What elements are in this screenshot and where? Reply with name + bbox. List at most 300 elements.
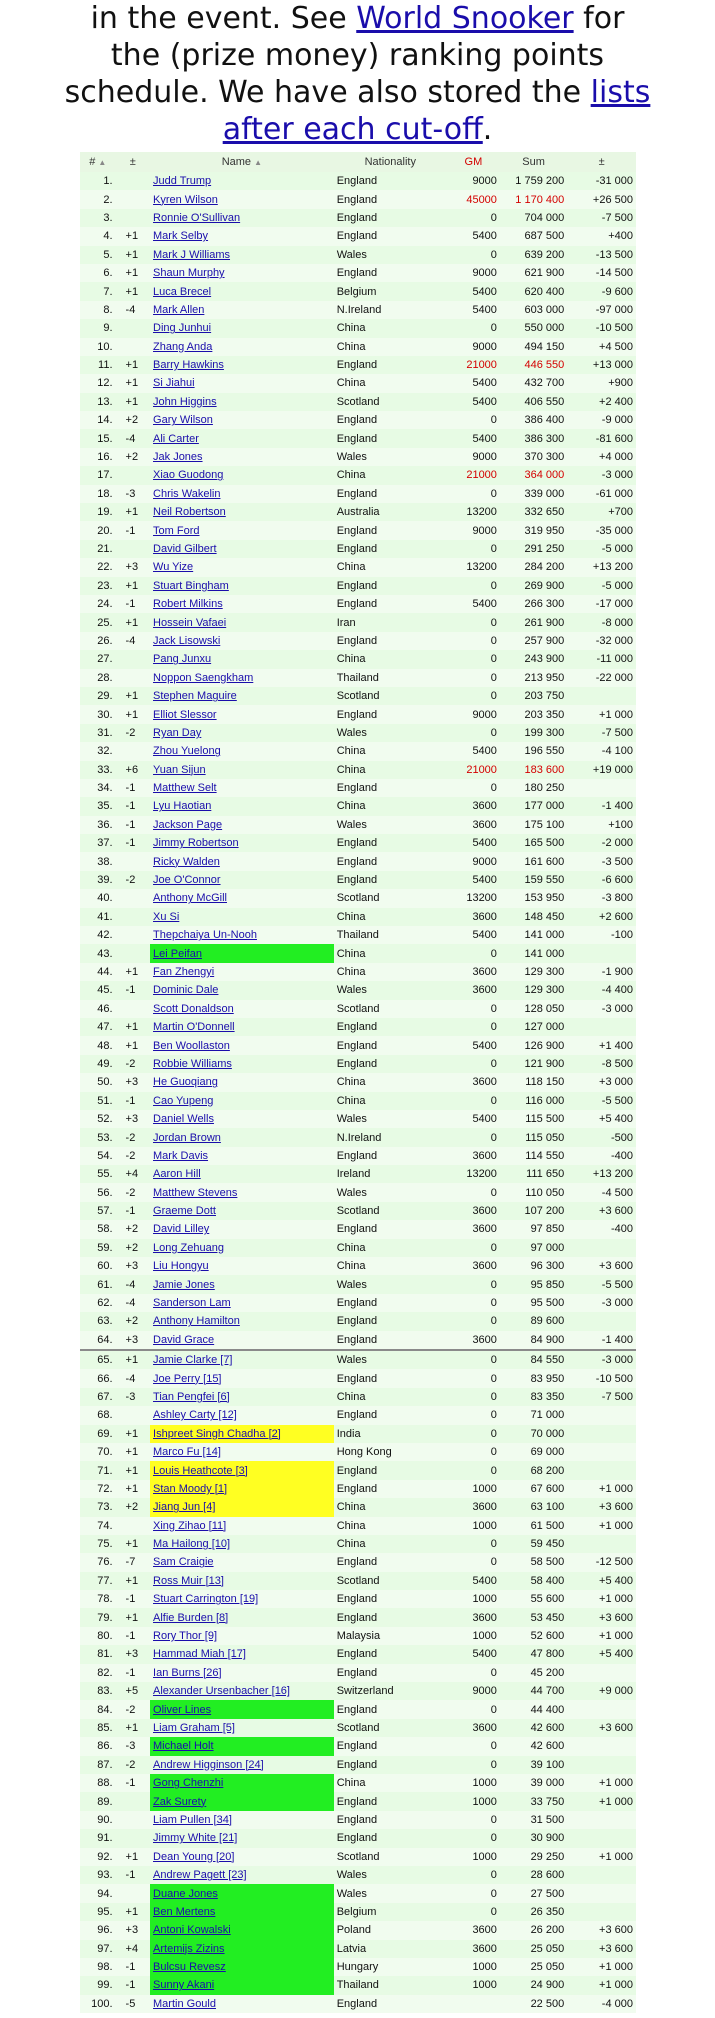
lists-link-part1[interactable]: lists — [590, 75, 651, 110]
nationality-cell: China — [334, 319, 447, 337]
player-link[interactable]: Marco Fu [14] — [153, 1446, 221, 1459]
player-link[interactable]: Artemijs Zizins — [153, 1942, 225, 1955]
nationality-cell: England — [334, 852, 447, 870]
rank-cell: 55. — [80, 1165, 116, 1183]
diff-cell: +13 200 — [567, 1165, 636, 1183]
player-name-cell — [150, 1995, 334, 2013]
table-row — [80, 1811, 636, 1829]
player-link[interactable]: Stuart Carrington [19] — [153, 1593, 259, 1606]
lists-link-part2[interactable]: after each cut-off — [222, 112, 483, 147]
player-link[interactable]: Lei Peifan — [153, 947, 202, 960]
sum-cell: 687 500 — [500, 227, 567, 245]
player-link[interactable]: Andrew Pagett [23] — [153, 1869, 247, 1882]
player-name-cell — [150, 1756, 334, 1774]
nationality-cell: England — [334, 595, 447, 613]
player-name-cell — [150, 503, 334, 521]
player-link[interactable]: Mark Davis — [153, 1149, 209, 1162]
player-link[interactable]: Matthew Selt — [153, 782, 217, 795]
player-link[interactable]: Hossein Vafaei — [153, 616, 227, 629]
player-link[interactable]: Ryan Day — [153, 726, 202, 739]
nationality-cell: China — [334, 558, 447, 576]
rank-cell: 71. — [80, 1461, 116, 1479]
player-name-cell — [150, 338, 334, 356]
rank-cell: 10. — [80, 338, 116, 356]
rank-cell: 60. — [80, 1257, 116, 1275]
player-link[interactable]: Zhou Yuelong — [153, 745, 221, 758]
player-link[interactable]: Ishpreet Singh Chadha [2] — [153, 1427, 281, 1440]
header-gm[interactable]: GM — [447, 152, 500, 172]
header-rank[interactable]: # ▲ — [80, 152, 116, 172]
player-name-cell — [150, 1000, 334, 1018]
diff-cell: -4 400 — [567, 981, 636, 999]
player-link[interactable]: David Grace — [153, 1333, 215, 1346]
diff-cell: -1 400 — [567, 1331, 636, 1350]
table-row — [80, 1774, 636, 1792]
player-link[interactable]: Jamie Jones — [153, 1278, 215, 1291]
player-link[interactable]: Mark Selby — [153, 230, 209, 243]
nationality-cell: England — [334, 1664, 447, 1682]
change-cell: +1 — [116, 613, 150, 631]
player-link[interactable]: Jack Lisowski — [153, 634, 221, 647]
nationality-cell: China — [334, 338, 447, 356]
player-link[interactable]: Scott Donaldson — [153, 1002, 234, 1015]
gm-cell: 13200 — [447, 889, 500, 907]
player-link[interactable]: Aaron Hill — [153, 1168, 201, 1181]
player-link[interactable]: Graeme Dott — [153, 1205, 216, 1218]
diff-cell: -10 500 — [567, 319, 636, 337]
rank-cell: 42. — [80, 926, 116, 944]
change-cell: +1 — [116, 705, 150, 723]
player-link[interactable]: He Guoqiang — [153, 1076, 218, 1089]
player-link[interactable]: Ricky Walden — [153, 855, 220, 868]
player-link[interactable]: Xiao Guodong — [153, 469, 224, 482]
player-name-cell — [150, 1165, 334, 1183]
diff-cell: -400 — [567, 1147, 636, 1165]
sort-icon: ▲ — [98, 158, 107, 167]
gm-cell: 0 — [447, 1664, 500, 1682]
rank-cell: 6. — [80, 264, 116, 282]
nationality-cell: China — [334, 944, 447, 962]
rank-cell: 43. — [80, 944, 116, 962]
player-name-cell — [150, 466, 334, 484]
player-link[interactable]: Dean Young [20] — [153, 1850, 235, 1863]
rank-cell: 8. — [80, 301, 116, 319]
player-link[interactable]: Tom Ford — [153, 524, 200, 537]
sum-cell: 165 500 — [500, 834, 567, 852]
player-name-cell — [150, 393, 334, 411]
player-link[interactable]: Stephen Maguire — [153, 690, 237, 703]
player-name-cell — [150, 1682, 334, 1700]
player-link[interactable]: Antoni Kowalski — [153, 1924, 231, 1937]
player-link[interactable]: Elliot Slessor — [153, 708, 217, 721]
table-row — [80, 834, 636, 852]
change-cell: +1 — [116, 1848, 150, 1866]
table-row — [80, 577, 636, 595]
rank-cell: 32. — [80, 742, 116, 760]
player-name-cell — [150, 1018, 334, 1036]
rank-cell: 33. — [80, 761, 116, 779]
sum-cell: 25 050 — [500, 1940, 567, 1958]
diff-cell: -31 000 — [567, 172, 636, 190]
player-link[interactable]: Anthony McGill — [153, 892, 227, 905]
player-name-cell — [150, 1572, 334, 1590]
nationality-cell: Wales — [334, 1275, 447, 1293]
header-sum[interactable]: Sum — [500, 152, 567, 172]
gm-cell: 9000 — [447, 521, 500, 539]
player-name-cell — [150, 1590, 334, 1608]
sum-cell: 58 500 — [500, 1553, 567, 1571]
nationality-cell: Hungary — [334, 1958, 447, 1976]
rank-cell: 51. — [80, 1092, 116, 1110]
table-row — [80, 172, 636, 190]
diff-cell: +3 000 — [567, 1073, 636, 1091]
player-link[interactable]: Gary Wilson — [153, 414, 213, 427]
diff-cell: +13 200 — [567, 558, 636, 576]
player-link[interactable]: Ben Mertens — [153, 1905, 216, 1918]
table-row — [80, 246, 636, 264]
player-name-cell — [150, 1369, 334, 1387]
change-cell — [116, 944, 150, 962]
nationality-cell: Scotland — [334, 1000, 447, 1018]
change-cell — [116, 1517, 150, 1535]
table-row — [80, 1294, 636, 1312]
gm-cell: 1000 — [447, 1627, 500, 1645]
change-cell — [116, 1884, 150, 1902]
rank-cell: 45. — [80, 981, 116, 999]
nationality-cell: Wales — [334, 1110, 447, 1128]
player-link[interactable]: Thepchaiya Un-Nooh — [153, 929, 257, 942]
rank-cell: 64. — [80, 1331, 116, 1350]
gm-cell: 0 — [447, 669, 500, 687]
player-link[interactable]: Judd Trump — [153, 175, 212, 188]
player-link[interactable]: Yuan Sijun — [153, 763, 206, 776]
gm-cell: 1000 — [447, 1517, 500, 1535]
table-row — [80, 1737, 636, 1755]
sum-cell: 26 350 — [500, 1903, 567, 1921]
player-name-cell — [150, 595, 334, 613]
sum-cell: 39 000 — [500, 1774, 567, 1792]
player-link[interactable]: Mark J Williams — [153, 248, 231, 261]
rank-cell: 80. — [80, 1627, 116, 1645]
player-link[interactable]: Oliver Lines — [153, 1703, 212, 1716]
diff-cell: -400 — [567, 1220, 636, 1238]
rank-cell: 16. — [80, 448, 116, 466]
nationality-cell: Thailand — [334, 669, 447, 687]
player-link[interactable]: Liam Pullen [34] — [153, 1813, 232, 1826]
nationality-cell: Ireland — [334, 1165, 447, 1183]
rank-cell: 62. — [80, 1294, 116, 1312]
player-link[interactable]: Sam Craigie — [153, 1556, 214, 1569]
player-link[interactable]: Stan Moody [1] — [153, 1482, 228, 1495]
diff-cell: -4 100 — [567, 742, 636, 760]
player-link[interactable]: Andrew Higginson [24] — [153, 1758, 264, 1771]
rank-cell: 63. — [80, 1312, 116, 1330]
nationality-cell: China — [334, 1517, 447, 1535]
player-link[interactable]: Pang Junxu — [153, 653, 212, 666]
player-link[interactable]: David Lilley — [153, 1223, 210, 1236]
change-cell: +1 — [116, 963, 150, 981]
table-row — [80, 724, 636, 742]
rank-cell: 91. — [80, 1829, 116, 1847]
player-link[interactable]: Ronnie O'Sullivan — [153, 211, 241, 224]
player-link[interactable]: Jiang Jun [4] — [153, 1501, 216, 1514]
table-row — [80, 1443, 636, 1461]
player-link[interactable]: Stuart Bingham — [153, 579, 229, 592]
rank-cell: 53. — [80, 1128, 116, 1146]
player-link[interactable]: Daniel Wells — [153, 1113, 214, 1126]
player-link[interactable]: Hammad Miah [17] — [153, 1648, 246, 1661]
sum-cell: 332 650 — [500, 503, 567, 521]
table-row — [80, 558, 636, 576]
change-cell: +1 — [116, 1903, 150, 1921]
diff-cell: -5 500 — [567, 1275, 636, 1293]
diff-cell: +1 000 — [567, 1976, 636, 1994]
gm-cell: 5400 — [447, 301, 500, 319]
diff-cell: -4 500 — [567, 1183, 636, 1201]
rank-cell: 58. — [80, 1220, 116, 1238]
rank-cell: 81. — [80, 1645, 116, 1663]
player-name-cell — [150, 705, 334, 723]
player-link[interactable]: Alfie Burden [8] — [153, 1611, 229, 1624]
player-link[interactable]: Neil Robertson — [153, 506, 226, 519]
table-row — [80, 797, 636, 815]
player-link[interactable]: Matthew Stevens — [153, 1186, 238, 1199]
player-link[interactable]: Luca Brecel — [153, 285, 212, 298]
change-cell: -4 — [116, 301, 150, 319]
rank-cell: 79. — [80, 1608, 116, 1626]
change-cell: +5 — [116, 1682, 150, 1700]
player-link[interactable]: Rory Thor [9] — [153, 1630, 218, 1643]
nationality-cell: England — [334, 411, 447, 429]
player-link[interactable]: Barry Hawkins — [153, 359, 224, 372]
player-link[interactable]: Jackson Page — [153, 818, 223, 831]
sum-cell: 115 050 — [500, 1128, 567, 1146]
gm-cell: 5400 — [447, 429, 500, 447]
rank-cell: 18. — [80, 485, 116, 503]
player-link[interactable]: Fan Zhengyi — [153, 965, 215, 978]
change-cell: -1 — [116, 779, 150, 797]
header-diff[interactable]: ± — [567, 152, 636, 172]
change-cell: +3 — [116, 558, 150, 576]
gm-cell: 1000 — [447, 1774, 500, 1792]
player-link[interactable]: Wu Yize — [153, 561, 194, 574]
rank-cell: 27. — [80, 650, 116, 668]
change-cell: +2 — [116, 1220, 150, 1238]
player-link[interactable]: Michael Holt — [153, 1740, 214, 1753]
player-link[interactable]: Dominic Dale — [153, 984, 219, 997]
table-row — [80, 1092, 636, 1110]
table-row — [80, 981, 636, 999]
player-name-cell — [150, 1294, 334, 1312]
rank-cell: 26. — [80, 632, 116, 650]
nationality-cell: England — [334, 356, 447, 374]
player-link[interactable]: Ali Carter — [153, 432, 199, 445]
player-link[interactable]: Louis Heathcote [3] — [153, 1464, 248, 1477]
table-row — [80, 1036, 636, 1054]
nationality-cell: England — [334, 227, 447, 245]
diff-cell: -6 600 — [567, 871, 636, 889]
player-link[interactable]: Mark Allen — [153, 303, 205, 316]
table-row — [80, 1829, 636, 1847]
player-link[interactable]: Alexander Ursenbacher [16] — [153, 1685, 290, 1698]
diff-cell — [567, 1811, 636, 1829]
sum-cell: 319 950 — [500, 521, 567, 539]
player-link[interactable]: Martin O'Donnell — [153, 1021, 235, 1034]
change-cell: +2 — [116, 1498, 150, 1516]
table-row — [80, 1388, 636, 1406]
player-name-cell — [150, 1202, 334, 1220]
player-link[interactable]: Ross Muir [13] — [153, 1574, 224, 1587]
player-link[interactable]: Tian Pengfei [6] — [153, 1390, 230, 1403]
gm-cell: 3600 — [447, 1940, 500, 1958]
player-link[interactable]: Zak Surety — [153, 1795, 207, 1808]
gm-cell: 0 — [447, 411, 500, 429]
gm-cell: 5400 — [447, 393, 500, 411]
diff-cell — [567, 944, 636, 962]
header-change[interactable]: ± — [116, 152, 150, 172]
rank-cell: 15. — [80, 429, 116, 447]
sort-icon: ▲ — [254, 158, 263, 167]
sum-cell: 95 500 — [500, 1294, 567, 1312]
diff-cell — [567, 1312, 636, 1330]
sum-cell: 115 500 — [500, 1110, 567, 1128]
diff-cell: -22 000 — [567, 669, 636, 687]
player-link[interactable]: Duane Jones — [153, 1887, 218, 1900]
rank-cell: 14. — [80, 411, 116, 429]
player-name-cell — [150, 246, 334, 264]
change-cell: -2 — [116, 1183, 150, 1201]
player-link[interactable]: Liu Hongyu — [153, 1260, 209, 1273]
player-name-cell — [150, 282, 334, 300]
table-row — [80, 1664, 636, 1682]
sum-cell: 55 600 — [500, 1590, 567, 1608]
player-link[interactable]: David Gilbert — [153, 543, 217, 555]
player-link[interactable]: Shaun Murphy — [153, 267, 225, 280]
diff-cell: -7 500 — [567, 724, 636, 742]
nationality-cell: Wales — [334, 724, 447, 742]
change-cell: -4 — [116, 429, 150, 447]
player-link[interactable]: Jamie Clarke [7] — [153, 1354, 233, 1367]
rank-cell: 78. — [80, 1590, 116, 1608]
table-row — [80, 742, 636, 760]
nationality-cell: England — [334, 1480, 447, 1498]
table-row — [80, 1921, 636, 1939]
change-cell: -2 — [116, 1700, 150, 1718]
player-link[interactable]: Zhang Anda — [153, 340, 213, 353]
sum-cell: 44 400 — [500, 1700, 567, 1718]
ranking-table — [80, 152, 636, 2013]
nationality-cell: England — [334, 540, 447, 558]
player-name-cell — [150, 981, 334, 999]
sum-cell: 364 000 — [500, 466, 567, 484]
rank-cell: 34. — [80, 779, 116, 797]
player-link[interactable]: Sunny Akani — [153, 1979, 215, 1992]
sum-cell: 44 700 — [500, 1682, 567, 1700]
rank-cell: 70. — [80, 1443, 116, 1461]
player-name-cell — [150, 319, 334, 337]
player-link[interactable]: Ding Junhui — [153, 322, 212, 335]
player-name-cell — [150, 577, 334, 595]
player-link[interactable]: Ma Hailong [10] — [153, 1538, 231, 1551]
gm-cell: 0 — [447, 1535, 500, 1553]
diff-cell: +4 500 — [567, 338, 636, 356]
player-link[interactable]: Ian Burns [26] — [153, 1666, 222, 1679]
sum-cell: 96 300 — [500, 1257, 567, 1275]
diff-cell — [567, 779, 636, 797]
world-snooker-link[interactable]: World Snooker — [356, 1, 574, 36]
player-link[interactable]: Cao Yupeng — [153, 1094, 214, 1107]
change-cell: +3 — [116, 1257, 150, 1275]
gm-cell: 1000 — [447, 1976, 500, 1994]
player-link[interactable]: Anthony Hamilton — [153, 1315, 240, 1328]
nationality-cell: China — [334, 1257, 447, 1275]
table-row — [80, 1645, 636, 1663]
player-link[interactable]: Jimmy Robertson — [153, 837, 239, 850]
table-row — [80, 429, 636, 447]
table-row — [80, 466, 636, 484]
player-link[interactable]: Jordan Brown — [153, 1131, 221, 1144]
player-name-cell — [150, 1553, 334, 1571]
change-cell: -1 — [116, 1976, 150, 1994]
gm-cell: 5400 — [447, 926, 500, 944]
change-cell: -2 — [116, 1756, 150, 1774]
player-link[interactable]: Kyren Wilson — [153, 193, 218, 206]
table-row — [80, 448, 636, 466]
player-link[interactable]: Joe O'Connor — [153, 874, 221, 887]
gm-cell: 0 — [447, 1884, 500, 1902]
table-row — [80, 613, 636, 631]
table-row — [80, 1517, 636, 1535]
header-nationality[interactable]: Nationality — [334, 152, 447, 172]
player-link[interactable]: Xu Si — [153, 910, 180, 923]
player-link[interactable]: Gong Chenzhi — [153, 1777, 224, 1790]
player-link[interactable]: Robert Milkins — [153, 598, 223, 611]
player-name-cell — [150, 1645, 334, 1663]
sum-cell: 203 750 — [500, 687, 567, 705]
player-link[interactable]: Sanderson Lam — [153, 1297, 231, 1310]
player-link[interactable]: John Higgins — [153, 395, 217, 408]
player-link[interactable]: Joe Perry [15] — [153, 1372, 222, 1385]
gm-cell: 13200 — [447, 558, 500, 576]
player-link[interactable]: Lyu Haotian — [153, 800, 212, 813]
player-link[interactable]: Jimmy White [21] — [153, 1832, 238, 1845]
sum-cell: 129 300 — [500, 981, 567, 999]
sum-cell: 177 000 — [500, 797, 567, 815]
table-row — [80, 1183, 636, 1201]
diff-cell: -3 800 — [567, 889, 636, 907]
player-link[interactable]: Ben Woollaston — [153, 1039, 230, 1052]
diff-cell: -9 600 — [567, 282, 636, 300]
player-link[interactable]: Si Jiahui — [153, 377, 195, 390]
player-link[interactable]: Martin Gould — [153, 1997, 216, 2010]
sum-cell: 159 550 — [500, 871, 567, 889]
header-name[interactable]: Name ▲ — [150, 152, 334, 172]
player-link[interactable]: Xing Zihao [11] — [153, 1519, 227, 1532]
player-link[interactable]: Robbie Williams — [153, 1057, 232, 1070]
player-link[interactable]: Long Zehuang — [153, 1241, 224, 1254]
player-link[interactable]: Bulcsu Revesz — [153, 1961, 226, 1974]
player-link[interactable]: Liam Graham [5] — [153, 1722, 235, 1734]
nationality-cell: China — [334, 466, 447, 484]
table-row — [80, 374, 636, 392]
player-link[interactable]: Ashley Carty [12] — [153, 1409, 237, 1422]
player-link[interactable]: Jak Jones — [153, 451, 203, 464]
table-row — [80, 1275, 636, 1293]
change-cell — [116, 926, 150, 944]
player-link[interactable]: Noppon Saengkham — [153, 671, 254, 684]
change-cell — [116, 172, 150, 190]
player-link[interactable]: Chris Wakelin — [153, 487, 221, 500]
